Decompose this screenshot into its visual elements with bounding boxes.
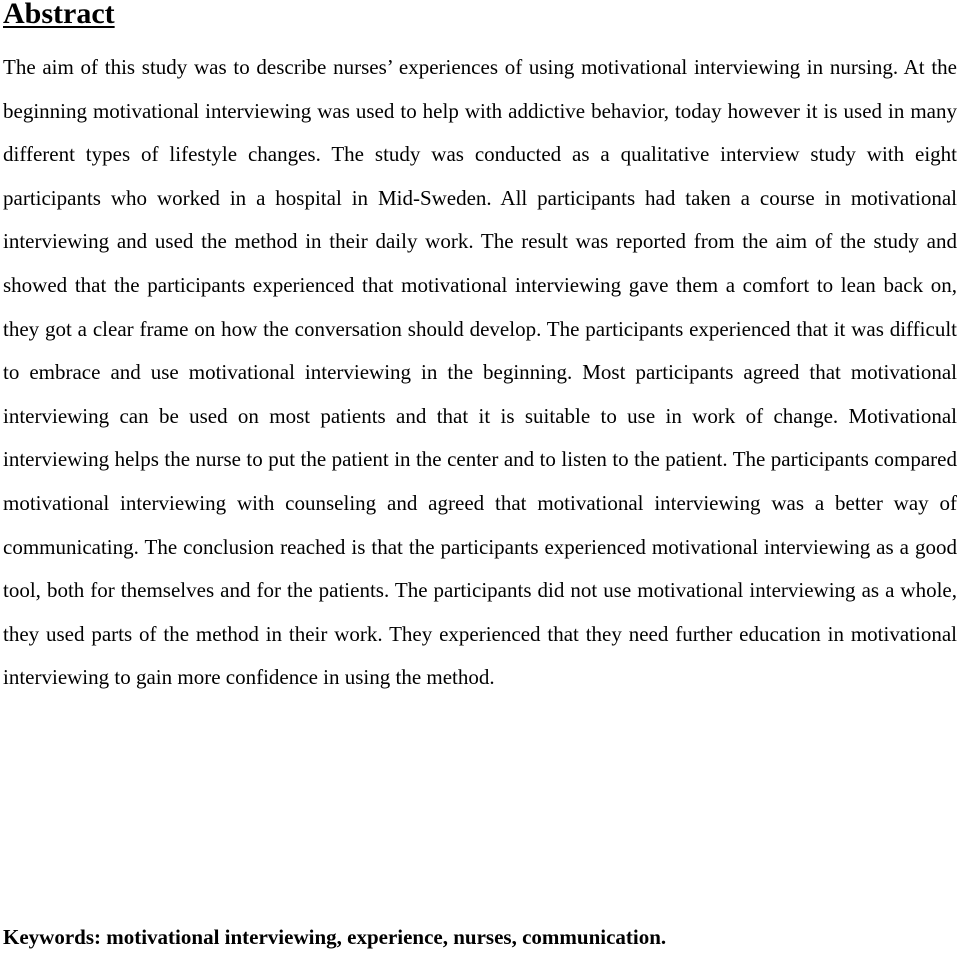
keywords-line: Keywords: motivational interviewing, experience, nurses, communication. bbox=[3, 925, 667, 949]
section-heading: Abstract bbox=[3, 0, 115, 30]
abstract-paragraph: The aim of this study was to describe nurses’ experiences of using motivational interviewing in nursing. At the beginning motivational interviewing was used to help with addictive behavior, today however it is used in many different types of lifestyle changes. The study was conducted as a qualitative interview study with eight participants who worked in a hospital in Mid-Sweden. All participants had taken a course in motivational interviewing and used the method in their daily work. The result was reported from the aim of the study and showed that the participants experienced that motivational interviewing gave them a comfort to lean back on, they got a clear frame on how the conversation should develop. The participants experienced that it was difficult to embrace and use motivational interviewing in the beginning. Most participants agreed that motivational interviewing can be used on most patients and that it is suitable to use in work of change. Motivational interviewing helps the nurse to put the patient in the center and to listen to the patient. The participants compared motivational interviewing with counseling and agreed that motivational interviewing was a better way of communicating. The conclusion reached is that the participants experienced motivational interviewing as a good tool, both for themselves and for the patients. The participants did not use motivational interviewing as a whole, they used parts of the method in their work. They experienced that they need further education in motivational interviewing to gain more confidence in using the method. bbox=[3, 55, 957, 690]
